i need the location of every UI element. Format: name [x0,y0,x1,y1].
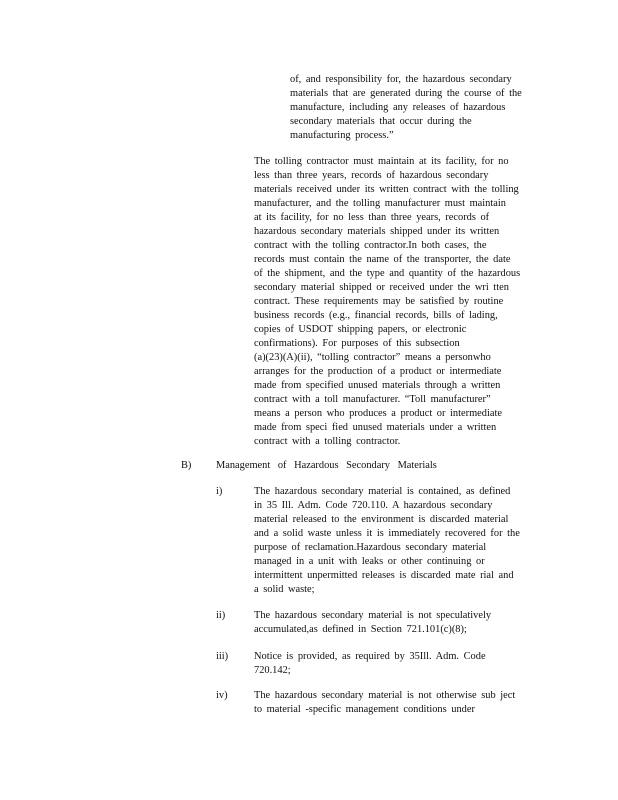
paragraph-line: copies of USDOT shipping papers, or electronic [254,324,467,335]
item-i-marker: i) [216,486,223,497]
paragraph-line: of the shipment, and the type and quantity of the hazardous [254,268,521,279]
paragraph-line: confirmations). For purposes of this subsection [254,338,460,349]
item-line: managed in a unit with leaks or other continuing or [254,556,485,567]
paragraph-line: The tolling contractor must maintain at its facility, for no [254,156,509,167]
paragraph-line: records must contain the name of the transporter, the date [254,254,511,265]
paragraph-line: manufacturer, and the tolling manufacturer must maintain [254,198,506,209]
quote-line: of, and responsibility for, the hazardous secondary [290,74,512,85]
tolling-paragraph [254,155,520,449]
paragraph-line: secondary material shipped or received under the wri tten [254,282,509,293]
quote-block [290,73,522,143]
paragraph-line: less than three years, records of hazardous secondary [254,170,489,181]
paragraph-line: means a person who produces a product or intermediate [254,408,502,419]
paragraph-line: made from specified unused materials through a written [254,380,501,391]
paragraph-line: business records (e.g., financial records, bills of lading, [254,310,498,321]
section-heading-text: Management of Hazardous Secondary Materials [216,460,437,471]
paragraph-line: (a)(23)(A)(ii), “tolling contractor” means a personwho [254,352,491,363]
section-b-heading [216,459,437,473]
item-line: a solid waste; [254,584,315,595]
paragraph-line: arranges for the production of a product or intermediate [254,366,502,377]
section-b-marker: B) [181,460,192,471]
item-line: material released to the environment is discarded material [254,514,509,525]
quote-line: manufacture, including any releases of hazardous [290,102,506,113]
item-iii-text [254,650,486,678]
item-line: accumulated,as defined in Section 721.101(c)(8); [254,624,467,635]
item-iv-marker: iv) [216,690,228,701]
item-line: 720.142; [254,665,291,676]
item-iii-marker: iii) [216,651,229,662]
paragraph-line: hazardous secondary materials shipped under its written [254,226,500,237]
item-line: Notice is provided, as required by 35Ill. Adm. Code [254,651,486,662]
item-line: The hazardous secondary material is not speculatively [254,610,492,621]
item-line: in 35 Ill. Adm. Code 720.110. A hazardous secondary [254,500,493,511]
paragraph-line: contract with a toll manufacturer. “Toll manufacturer” [254,394,491,405]
paragraph-line: materials received under its written contract with the tolling [254,184,519,195]
item-i-text [254,485,520,597]
item-line: The hazardous secondary material is contained, as defined [254,486,511,497]
paragraph-line: contract. These requirements may be satisfied by routine [254,296,504,307]
item-line: and a solid waste unless it is immediately recovered for the [254,528,520,539]
paragraph-line: contract with the tolling contractor.In both cases, the [254,240,487,251]
item-line: to material -specific management conditions under [254,704,475,715]
item-line: The hazardous secondary material is not otherwise sub ject [254,690,516,701]
quote-line: secondary materials that occur during the [290,116,472,127]
item-ii-text [254,609,491,637]
item-ii-marker: ii) [216,610,226,621]
paragraph-line: contract with a tolling contractor. [254,436,401,447]
paragraph-line: at its facility, for no less than three years, records of [254,212,490,223]
item-line: purpose of reclamation.Hazardous secondary material [254,542,487,553]
quote-line: materials that are generated during the course of the [290,88,522,99]
quote-line: manufacturing process.” [290,130,394,141]
paragraph-line: made from speci fied unused materials under a written [254,422,497,433]
item-line: intermittent unpermitted releases is discarded mate rial and [254,570,514,581]
item-iv-text [254,689,515,717]
